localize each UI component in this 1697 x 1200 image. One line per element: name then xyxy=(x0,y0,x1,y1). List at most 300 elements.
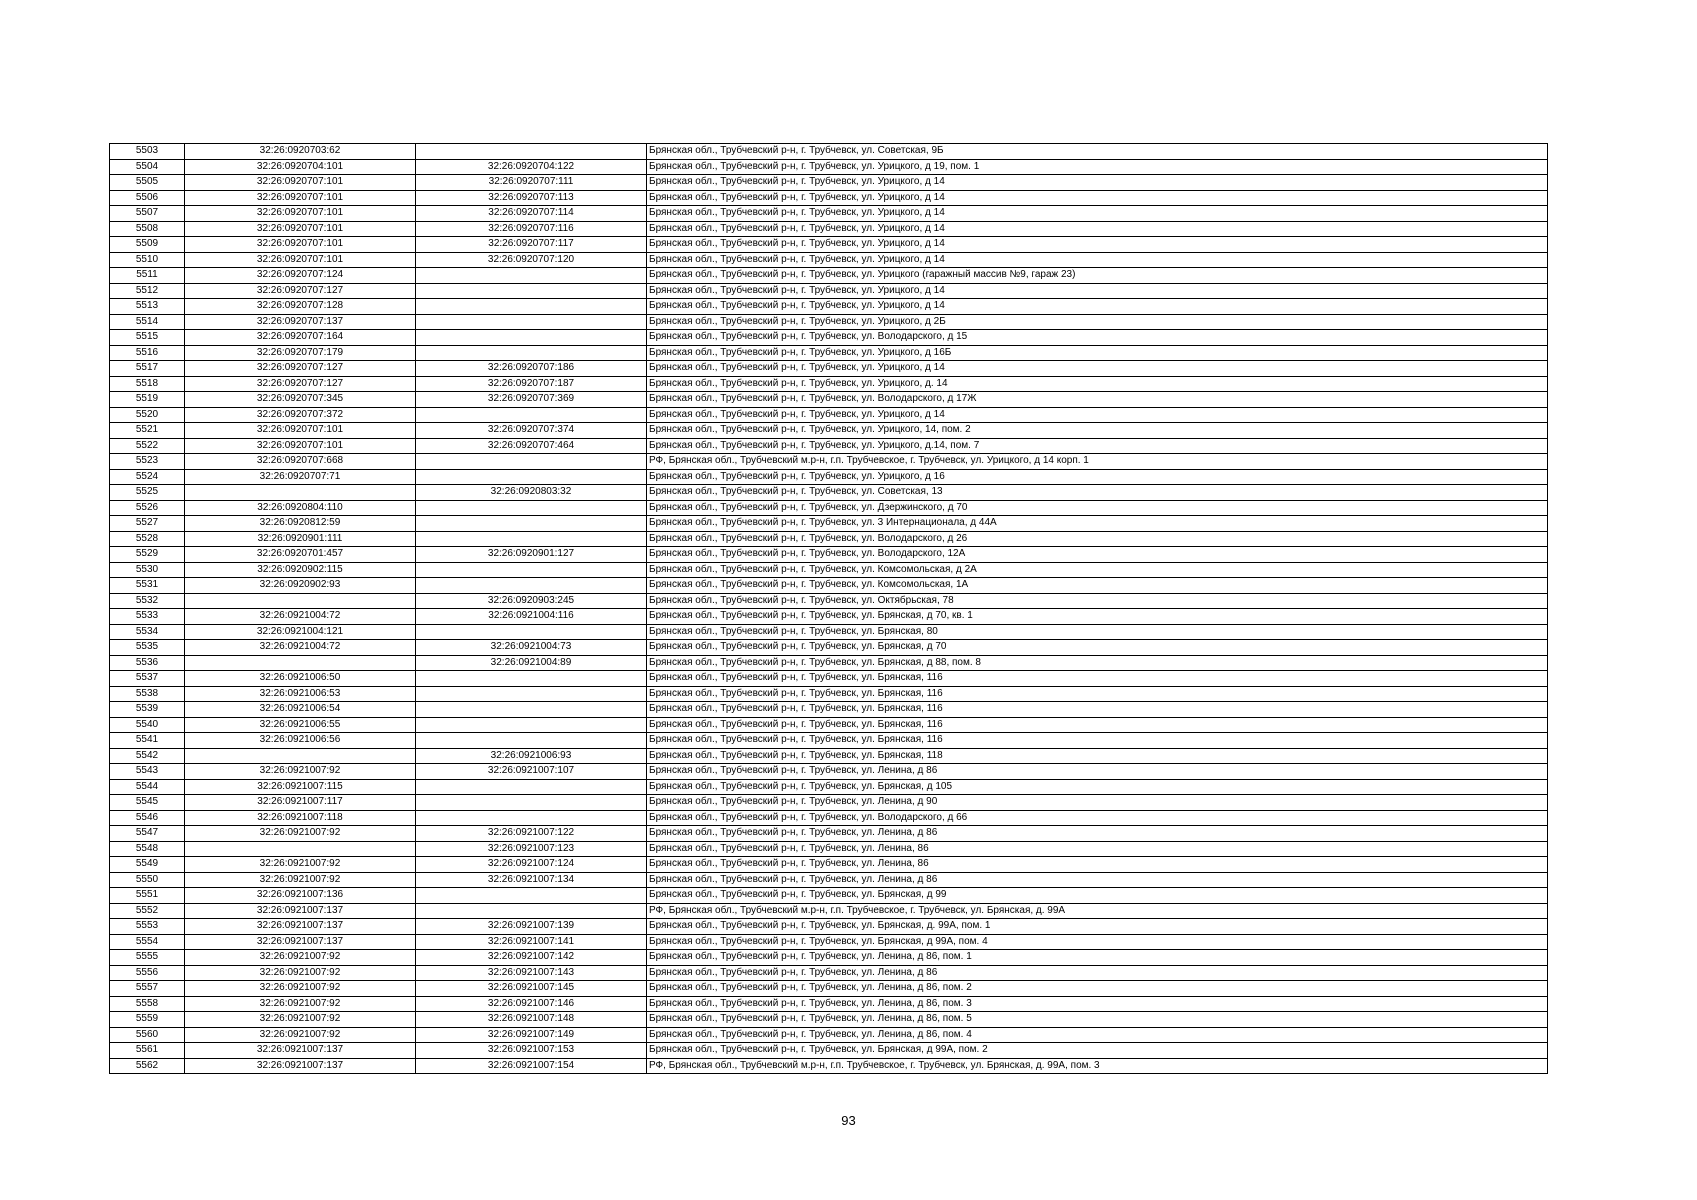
row-number-cell: 5511 xyxy=(110,268,185,284)
table-row xyxy=(110,903,1548,919)
address-cell: Брянская обл., Трубчевский р-н, г. Трубчевск, ул. Брянская, д 105 xyxy=(647,779,1548,795)
row-number-cell: 5540 xyxy=(110,717,185,733)
table-row xyxy=(110,593,1548,609)
address-cell: Брянская обл., Трубчевский р-н, г. Трубчевск, ул. Урицкого, д 14 xyxy=(647,237,1548,253)
row-number-cell: 5503 xyxy=(110,144,185,160)
row-number-cell: 5508 xyxy=(110,221,185,237)
related-cadastral-number-cell xyxy=(416,702,647,718)
cadastral-number-cell: 32:26:0921007:136 xyxy=(185,888,416,904)
related-cadastral-number-cell xyxy=(416,888,647,904)
row-number-cell: 5523 xyxy=(110,454,185,470)
table-row xyxy=(110,857,1548,873)
table-row xyxy=(110,578,1548,594)
address-cell: Брянская обл., Трубчевский р-н, г. Трубчевск, ул. Ленина, 86 xyxy=(647,857,1548,873)
row-number-cell: 5544 xyxy=(110,779,185,795)
address-cell: Брянская обл., Трубчевский р-н, г. Трубчевск, ул. Советская, 13 xyxy=(647,485,1548,501)
related-cadastral-number-cell: 32:26:0921007:123 xyxy=(416,841,647,857)
table-row xyxy=(110,376,1548,392)
table-row xyxy=(110,733,1548,749)
page-number: 93 xyxy=(841,1113,856,1128)
cadastral-number-cell: 32:26:0920704:101 xyxy=(185,159,416,175)
related-cadastral-number-cell xyxy=(416,330,647,346)
cadastral-number-cell: 32:26:0920707:127 xyxy=(185,283,416,299)
table-row xyxy=(110,423,1548,439)
cadastral-number-cell xyxy=(185,748,416,764)
cadastral-number-cell xyxy=(185,841,416,857)
address-cell: Брянская обл., Трубчевский р-н, г. Трубчевск, ул. Урицкого, д 19, пом. 1 xyxy=(647,159,1548,175)
table-row xyxy=(110,872,1548,888)
address-cell: Брянская обл., Трубчевский р-н, г. Трубчевск, ул. Ленина, д 86 xyxy=(647,965,1548,981)
related-cadastral-number-cell xyxy=(416,469,647,485)
table-row xyxy=(110,221,1548,237)
row-number-cell: 5527 xyxy=(110,516,185,532)
cadastral-number-cell: 32:26:0920707:127 xyxy=(185,376,416,392)
row-number-cell: 5550 xyxy=(110,872,185,888)
related-cadastral-number-cell: 32:26:0920707:464 xyxy=(416,438,647,454)
cadastral-number-cell: 32:26:0921007:92 xyxy=(185,996,416,1012)
table-row xyxy=(110,640,1548,656)
related-cadastral-number-cell xyxy=(416,268,647,284)
table-row xyxy=(110,1027,1548,1043)
related-cadastral-number-cell: 32:26:0921007:154 xyxy=(416,1058,647,1074)
related-cadastral-number-cell: 32:26:0920707:374 xyxy=(416,423,647,439)
row-number-cell: 5514 xyxy=(110,314,185,330)
cadastral-number-cell: 32:26:0921006:56 xyxy=(185,733,416,749)
cadastral-number-cell: 32:26:0921007:137 xyxy=(185,919,416,935)
address-cell: Брянская обл., Трубчевский р-н, г. Трубчевск, ул. Ленина, д 86, пом. 4 xyxy=(647,1027,1548,1043)
table-row xyxy=(110,392,1548,408)
related-cadastral-number-cell xyxy=(416,516,647,532)
row-number-cell: 5553 xyxy=(110,919,185,935)
row-number-cell: 5538 xyxy=(110,686,185,702)
row-number-cell: 5526 xyxy=(110,500,185,516)
cadastral-number-cell: 32:26:0920902:93 xyxy=(185,578,416,594)
related-cadastral-number-cell: 32:26:0920707:186 xyxy=(416,361,647,377)
related-cadastral-number-cell: 32:26:0921006:93 xyxy=(416,748,647,764)
table-row xyxy=(110,252,1548,268)
related-cadastral-number-cell: 32:26:0921007:153 xyxy=(416,1043,647,1059)
cadastral-number-cell: 32:26:0920703:62 xyxy=(185,144,416,160)
cadastral-number-cell: 32:26:0921007:92 xyxy=(185,857,416,873)
address-cell: Брянская обл., Трубчевский р-н, г. Трубчевск, ул. Урицкого, д 14 xyxy=(647,175,1548,191)
table-row xyxy=(110,950,1548,966)
address-cell: Брянская обл., Трубчевский р-н, г. Трубчевск, ул. Урицкого, д 14 xyxy=(647,252,1548,268)
related-cadastral-number-cell: 32:26:0920707:117 xyxy=(416,237,647,253)
row-number-cell: 5520 xyxy=(110,407,185,423)
cadastral-number-cell: 32:26:0921007:137 xyxy=(185,903,416,919)
address-cell: Брянская обл., Трубчевский р-н, г. Трубчевск, ул. Ленина, д 86, пом. 2 xyxy=(647,981,1548,997)
related-cadastral-number-cell xyxy=(416,144,647,160)
related-cadastral-number-cell xyxy=(416,686,647,702)
row-number-cell: 5507 xyxy=(110,206,185,222)
table-row xyxy=(110,268,1548,284)
row-number-cell: 5529 xyxy=(110,547,185,563)
related-cadastral-number-cell xyxy=(416,795,647,811)
related-cadastral-number-cell: 32:26:0920707:187 xyxy=(416,376,647,392)
cadastral-number-cell: 32:26:0921007:92 xyxy=(185,965,416,981)
cadastral-number-cell: 32:26:0921004:72 xyxy=(185,640,416,656)
related-cadastral-number-cell xyxy=(416,283,647,299)
table-row xyxy=(110,919,1548,935)
related-cadastral-number-cell xyxy=(416,624,647,640)
row-number-cell: 5558 xyxy=(110,996,185,1012)
address-cell: Брянская обл., Трубчевский р-н, г. Трубчевск, ул. Урицкого, д 14 xyxy=(647,299,1548,315)
address-cell: Брянская обл., Трубчевский р-н, г. Трубчевск, ул. Дзержинского, д 70 xyxy=(647,500,1548,516)
table-row xyxy=(110,702,1548,718)
row-number-cell: 5532 xyxy=(110,593,185,609)
cadastral-number-cell: 32:26:0920812:59 xyxy=(185,516,416,532)
cadastral-number-cell: 32:26:0921006:50 xyxy=(185,671,416,687)
cadastral-number-cell: 32:26:0920707:164 xyxy=(185,330,416,346)
row-number-cell: 5519 xyxy=(110,392,185,408)
related-cadastral-number-cell xyxy=(416,345,647,361)
table-row xyxy=(110,330,1548,346)
row-number-cell: 5542 xyxy=(110,748,185,764)
registry-table xyxy=(109,143,1548,1074)
address-cell: РФ, Брянская обл., Трубчевский м.р-н, г.п. Трубчевское, г. Трубчевск, ул. Брянская, д. 99А, пом. 3 xyxy=(647,1058,1548,1074)
cadastral-number-cell: 32:26:0921007:92 xyxy=(185,1012,416,1028)
table-row xyxy=(110,159,1548,175)
row-number-cell: 5515 xyxy=(110,330,185,346)
cadastral-number-cell: 32:26:0920707:101 xyxy=(185,438,416,454)
cadastral-number-cell: 32:26:0920707:101 xyxy=(185,175,416,191)
cadastral-number-cell: 32:26:0920701:457 xyxy=(185,547,416,563)
cadastral-number-cell: 32:26:0921007:92 xyxy=(185,872,416,888)
address-cell: Брянская обл., Трубчевский р-н, г. Трубчевск, ул. Советская, 9Б xyxy=(647,144,1548,160)
address-cell: Брянская обл., Трубчевский р-н, г. Трубчевск, ул. Урицкого, д 14 xyxy=(647,407,1548,423)
table-row xyxy=(110,562,1548,578)
table-row xyxy=(110,1043,1548,1059)
row-number-cell: 5554 xyxy=(110,934,185,950)
table-row xyxy=(110,841,1548,857)
row-number-cell: 5534 xyxy=(110,624,185,640)
related-cadastral-number-cell: 32:26:0921007:124 xyxy=(416,857,647,873)
related-cadastral-number-cell: 32:26:0920707:116 xyxy=(416,221,647,237)
address-cell: Брянская обл., Трубчевский р-н, г. Трубчевск, ул. Урицкого, д 16Б xyxy=(647,345,1548,361)
cadastral-number-cell: 32:26:0920707:179 xyxy=(185,345,416,361)
cadastral-number-cell: 32:26:0921004:121 xyxy=(185,624,416,640)
row-number-cell: 5545 xyxy=(110,795,185,811)
related-cadastral-number-cell xyxy=(416,671,647,687)
table-row xyxy=(110,764,1548,780)
registry-table-body xyxy=(110,144,1548,1074)
table-row xyxy=(110,779,1548,795)
cadastral-number-cell: 32:26:0921007:92 xyxy=(185,950,416,966)
cadastral-number-cell: 32:26:0920707:101 xyxy=(185,190,416,206)
address-cell: Брянская обл., Трубчевский р-н, г. Трубчевск, ул. Урицкого, д 14 xyxy=(647,283,1548,299)
related-cadastral-number-cell: 32:26:0921007:141 xyxy=(416,934,647,950)
address-cell: Брянская обл., Трубчевский р-н, г. Трубчевск, ул. Брянская, 116 xyxy=(647,702,1548,718)
address-cell: Брянская обл., Трубчевский р-н, г. Трубчевск, ул. Володарского, д 17Ж xyxy=(647,392,1548,408)
address-cell: Брянская обл., Трубчевский р-н, г. Трубчевск, ул. Володарского, д 66 xyxy=(647,810,1548,826)
address-cell: Брянская обл., Трубчевский р-н, г. Трубчевск, ул. Урицкого, д 14 xyxy=(647,190,1548,206)
address-cell: Брянская обл., Трубчевский р-н, г. Трубчевск, ул. Володарского, 12А xyxy=(647,547,1548,563)
row-number-cell: 5559 xyxy=(110,1012,185,1028)
table-row xyxy=(110,996,1548,1012)
address-cell: Брянская обл., Трубчевский р-н, г. Трубчевск, ул. Урицкого, д.14, пом. 7 xyxy=(647,438,1548,454)
address-cell: Брянская обл., Трубчевский р-н, г. Трубчевск, ул. 3 Интернационала, д 44А xyxy=(647,516,1548,532)
cadastral-number-cell: 32:26:0920707:71 xyxy=(185,469,416,485)
table-row xyxy=(110,671,1548,687)
address-cell: Брянская обл., Трубчевский р-н, г. Трубчевск, ул. Брянская, д 99А, пом. 4 xyxy=(647,934,1548,950)
cadastral-number-cell: 32:26:0920707:372 xyxy=(185,407,416,423)
cadastral-number-cell: 32:26:0920707:101 xyxy=(185,206,416,222)
address-cell: Брянская обл., Трубчевский р-н, г. Трубчевск, ул. Урицкого, д 14 xyxy=(647,221,1548,237)
related-cadastral-number-cell xyxy=(416,500,647,516)
related-cadastral-number-cell xyxy=(416,717,647,733)
table-row xyxy=(110,438,1548,454)
related-cadastral-number-cell: 32:26:0920707:114 xyxy=(416,206,647,222)
cadastral-number-cell: 32:26:0920707:101 xyxy=(185,237,416,253)
related-cadastral-number-cell xyxy=(416,407,647,423)
table-row xyxy=(110,810,1548,826)
cadastral-number-cell: 32:26:0920901:111 xyxy=(185,531,416,547)
table-row xyxy=(110,1058,1548,1074)
related-cadastral-number-cell: 32:26:0921007:122 xyxy=(416,826,647,842)
related-cadastral-number-cell: 32:26:0921007:143 xyxy=(416,965,647,981)
related-cadastral-number-cell: 32:26:0920707:111 xyxy=(416,175,647,191)
row-number-cell: 5530 xyxy=(110,562,185,578)
row-number-cell: 5539 xyxy=(110,702,185,718)
cadastral-number-cell: 32:26:0920707:101 xyxy=(185,423,416,439)
cadastral-number-cell: 32:26:0921007:137 xyxy=(185,934,416,950)
table-row xyxy=(110,175,1548,191)
table-row xyxy=(110,826,1548,842)
address-cell: Брянская обл., Трубчевский р-н, г. Трубчевск, ул. Брянская, 118 xyxy=(647,748,1548,764)
address-cell: Брянская обл., Трубчевский р-н, г. Трубчевск, ул. Ленина, д 90 xyxy=(647,795,1548,811)
row-number-cell: 5524 xyxy=(110,469,185,485)
cadastral-number-cell: 32:26:0921007:92 xyxy=(185,826,416,842)
row-number-cell: 5533 xyxy=(110,609,185,625)
table-row xyxy=(110,981,1548,997)
row-number-cell: 5560 xyxy=(110,1027,185,1043)
cadastral-number-cell: 32:26:0921007:92 xyxy=(185,981,416,997)
table-row xyxy=(110,454,1548,470)
row-number-cell: 5557 xyxy=(110,981,185,997)
cadastral-number-cell: 32:26:0920707:345 xyxy=(185,392,416,408)
address-cell: Брянская обл., Трубчевский р-н, г. Трубчевск, ул. Брянская, д 88, пом. 8 xyxy=(647,655,1548,671)
related-cadastral-number-cell: 32:26:0921004:116 xyxy=(416,609,647,625)
table-row xyxy=(110,485,1548,501)
cadastral-number-cell: 32:26:0920707:127 xyxy=(185,361,416,377)
cadastral-number-cell: 32:26:0920707:124 xyxy=(185,268,416,284)
table-row xyxy=(110,407,1548,423)
related-cadastral-number-cell xyxy=(416,810,647,826)
address-cell: Брянская обл., Трубчевский р-н, г. Трубчевск, ул. Брянская, 116 xyxy=(647,733,1548,749)
related-cadastral-number-cell xyxy=(416,903,647,919)
row-number-cell: 5551 xyxy=(110,888,185,904)
table-row xyxy=(110,624,1548,640)
address-cell: Брянская обл., Трубчевский р-н, г. Трубчевск, ул. Володарского, д 26 xyxy=(647,531,1548,547)
address-cell: Брянская обл., Трубчевский р-н, г. Трубчевск, ул. Комсомольская, 1А xyxy=(647,578,1548,594)
address-cell: Брянская обл., Трубчевский р-н, г. Трубчевск, ул. Ленина, д 86 xyxy=(647,764,1548,780)
row-number-cell: 5522 xyxy=(110,438,185,454)
cadastral-number-cell: 32:26:0921007:117 xyxy=(185,795,416,811)
row-number-cell: 5506 xyxy=(110,190,185,206)
related-cadastral-number-cell: 32:26:0921004:89 xyxy=(416,655,647,671)
cadastral-number-cell: 32:26:0920707:128 xyxy=(185,299,416,315)
address-cell: Брянская обл., Трубчевский р-н, г. Трубчевск, ул. Урицкого, д 14 xyxy=(647,206,1548,222)
related-cadastral-number-cell: 32:26:0921004:73 xyxy=(416,640,647,656)
cadastral-number-cell: 32:26:0921006:54 xyxy=(185,702,416,718)
cadastral-number-cell: 32:26:0921007:92 xyxy=(185,764,416,780)
table-row xyxy=(110,283,1548,299)
related-cadastral-number-cell: 32:26:0920707:120 xyxy=(416,252,647,268)
cadastral-number-cell: 32:26:0920707:668 xyxy=(185,454,416,470)
table-row xyxy=(110,299,1548,315)
row-number-cell: 5537 xyxy=(110,671,185,687)
address-cell: Брянская обл., Трубчевский р-н, г. Трубчевск, ул. Комсомольская, д 2А xyxy=(647,562,1548,578)
cadastral-number-cell: 32:26:0920707:101 xyxy=(185,252,416,268)
row-number-cell: 5555 xyxy=(110,950,185,966)
related-cadastral-number-cell xyxy=(416,314,647,330)
related-cadastral-number-cell: 32:26:0921007:142 xyxy=(416,950,647,966)
address-cell: Брянская обл., Трубчевский р-н, г. Трубчевск, ул. Октябрьская, 78 xyxy=(647,593,1548,609)
address-cell: РФ, Брянская обл., Трубчевский м.р-н, г.п. Трубчевское, г. Трубчевск, ул. Урицкого, д 14 корп. 1 xyxy=(647,454,1548,470)
row-number-cell: 5512 xyxy=(110,283,185,299)
table-row xyxy=(110,748,1548,764)
row-number-cell: 5513 xyxy=(110,299,185,315)
related-cadastral-number-cell: 32:26:0920803:32 xyxy=(416,485,647,501)
address-cell: Брянская обл., Трубчевский р-н, г. Трубчевск, ул. Ленина, д 86, пом. 1 xyxy=(647,950,1548,966)
related-cadastral-number-cell: 32:26:0921007:146 xyxy=(416,996,647,1012)
cadastral-number-cell: 32:26:0921007:92 xyxy=(185,1027,416,1043)
table-row xyxy=(110,345,1548,361)
row-number-cell: 5525 xyxy=(110,485,185,501)
address-cell: Брянская обл., Трубчевский р-н, г. Трубчевск, ул. Брянская, д 70 xyxy=(647,640,1548,656)
cadastral-number-cell: 32:26:0921007:118 xyxy=(185,810,416,826)
address-cell: Брянская обл., Трубчевский р-н, г. Трубчевск, ул. Ленина, д 86 xyxy=(647,826,1548,842)
table-row xyxy=(110,206,1548,222)
address-cell: Брянская обл., Трубчевский р-н, г. Трубчевск, ул. Володарского, д 15 xyxy=(647,330,1548,346)
cadastral-number-cell: 32:26:0921004:72 xyxy=(185,609,416,625)
related-cadastral-number-cell: 32:26:0920901:127 xyxy=(416,547,647,563)
related-cadastral-number-cell: 32:26:0920903:245 xyxy=(416,593,647,609)
address-cell: Брянская обл., Трубчевский р-н, г. Трубчевск, ул. Брянская, д 99 xyxy=(647,888,1548,904)
table-row xyxy=(110,314,1548,330)
row-number-cell: 5562 xyxy=(110,1058,185,1074)
table-row xyxy=(110,965,1548,981)
related-cadastral-number-cell xyxy=(416,562,647,578)
table-row xyxy=(110,609,1548,625)
row-number-cell: 5541 xyxy=(110,733,185,749)
related-cadastral-number-cell: 32:26:0921007:134 xyxy=(416,872,647,888)
address-cell: Брянская обл., Трубчевский р-н, г. Трубчевск, ул. Урицкого, д 14 xyxy=(647,361,1548,377)
related-cadastral-number-cell xyxy=(416,299,647,315)
table-row xyxy=(110,655,1548,671)
row-number-cell: 5517 xyxy=(110,361,185,377)
address-cell: Брянская обл., Трубчевский р-н, г. Трубчевск, ул. Урицкого, д 16 xyxy=(647,469,1548,485)
address-cell: Брянская обл., Трубчевский р-н, г. Трубчевск, ул. Урицкого, д. 14 xyxy=(647,376,1548,392)
row-number-cell: 5518 xyxy=(110,376,185,392)
table-row xyxy=(110,888,1548,904)
table-row xyxy=(110,547,1548,563)
address-cell: Брянская обл., Трубчевский р-н, г. Трубчевск, ул. Урицкого (гаражный массив №9, гараж 23) xyxy=(647,268,1548,284)
address-cell: Брянская обл., Трубчевский р-н, г. Трубчевск, ул. Брянская, д 99А, пом. 2 xyxy=(647,1043,1548,1059)
address-cell: Брянская обл., Трубчевский р-н, г. Трубчевск, ул. Ленина, д 86, пом. 5 xyxy=(647,1012,1548,1028)
cadastral-number-cell xyxy=(185,593,416,609)
row-number-cell: 5556 xyxy=(110,965,185,981)
table-row xyxy=(110,237,1548,253)
cadastral-number-cell: 32:26:0921006:53 xyxy=(185,686,416,702)
cadastral-number-cell: 32:26:0920804:110 xyxy=(185,500,416,516)
address-cell: Брянская обл., Трубчевский р-н, г. Трубчевск, ул. Брянская, 116 xyxy=(647,671,1548,687)
related-cadastral-number-cell xyxy=(416,531,647,547)
related-cadastral-number-cell xyxy=(416,779,647,795)
row-number-cell: 5546 xyxy=(110,810,185,826)
cadastral-number-cell xyxy=(185,655,416,671)
address-cell: РФ, Брянская обл., Трубчевский м.р-н, г.п. Трубчевское, г. Трубчевск, ул. Брянская, д. 99А xyxy=(647,903,1548,919)
address-cell: Брянская обл., Трубчевский р-н, г. Трубчевск, ул. Брянская, 116 xyxy=(647,717,1548,733)
address-cell: Брянская обл., Трубчевский р-н, г. Трубчевск, ул. Ленина, д 86 xyxy=(647,872,1548,888)
address-cell: Брянская обл., Трубчевский р-н, г. Трубчевск, ул. Брянская, 116 xyxy=(647,686,1548,702)
row-number-cell: 5548 xyxy=(110,841,185,857)
related-cadastral-number-cell xyxy=(416,733,647,749)
cadastral-number-cell: 32:26:0921006:55 xyxy=(185,717,416,733)
related-cadastral-number-cell: 32:26:0921007:148 xyxy=(416,1012,647,1028)
row-number-cell: 5505 xyxy=(110,175,185,191)
row-number-cell: 5547 xyxy=(110,826,185,842)
cadastral-number-cell xyxy=(185,485,416,501)
row-number-cell: 5521 xyxy=(110,423,185,439)
cadastral-number-cell: 32:26:0920902:115 xyxy=(185,562,416,578)
row-number-cell: 5531 xyxy=(110,578,185,594)
table-row xyxy=(110,795,1548,811)
row-number-cell: 5543 xyxy=(110,764,185,780)
row-number-cell: 5516 xyxy=(110,345,185,361)
related-cadastral-number-cell: 32:26:0921007:139 xyxy=(416,919,647,935)
table-row xyxy=(110,469,1548,485)
cadastral-number-cell: 32:26:0921007:137 xyxy=(185,1043,416,1059)
related-cadastral-number-cell: 32:26:0920704:122 xyxy=(416,159,647,175)
related-cadastral-number-cell: 32:26:0920707:369 xyxy=(416,392,647,408)
address-cell: Брянская обл., Трубчевский р-н, г. Трубчевск, ул. Ленина, д 86, пом. 3 xyxy=(647,996,1548,1012)
table-row xyxy=(110,531,1548,547)
row-number-cell: 5549 xyxy=(110,857,185,873)
cadastral-number-cell: 32:26:0921007:137 xyxy=(185,1058,416,1074)
table-row xyxy=(110,500,1548,516)
cadastral-number-cell: 32:26:0920707:137 xyxy=(185,314,416,330)
table-row xyxy=(110,361,1548,377)
table-row xyxy=(110,144,1548,160)
address-cell: Брянская обл., Трубчевский р-н, г. Трубчевск, ул. Урицкого, 14, пом. 2 xyxy=(647,423,1548,439)
row-number-cell: 5535 xyxy=(110,640,185,656)
row-number-cell: 5561 xyxy=(110,1043,185,1059)
row-number-cell: 5528 xyxy=(110,531,185,547)
address-cell: Брянская обл., Трубчевский р-н, г. Трубчевск, ул. Ленина, 86 xyxy=(647,841,1548,857)
related-cadastral-number-cell: 32:26:0921007:145 xyxy=(416,981,647,997)
row-number-cell: 5510 xyxy=(110,252,185,268)
address-cell: Брянская обл., Трубчевский р-н, г. Трубчевск, ул. Брянская, д. 99А, пом. 1 xyxy=(647,919,1548,935)
related-cadastral-number-cell: 32:26:0921007:149 xyxy=(416,1027,647,1043)
table-row xyxy=(110,1012,1548,1028)
address-cell: Брянская обл., Трубчевский р-н, г. Трубчевск, ул. Брянская, 80 xyxy=(647,624,1548,640)
row-number-cell: 5552 xyxy=(110,903,185,919)
cadastral-number-cell: 32:26:0921007:115 xyxy=(185,779,416,795)
row-number-cell: 5536 xyxy=(110,655,185,671)
related-cadastral-number-cell xyxy=(416,454,647,470)
table-row xyxy=(110,516,1548,532)
related-cadastral-number-cell: 32:26:0921007:107 xyxy=(416,764,647,780)
address-cell: Брянская обл., Трубчевский р-н, г. Трубчевск, ул. Урицкого, д 2Б xyxy=(647,314,1548,330)
row-number-cell: 5504 xyxy=(110,159,185,175)
table-row xyxy=(110,934,1548,950)
related-cadastral-number-cell: 32:26:0920707:113 xyxy=(416,190,647,206)
row-number-cell: 5509 xyxy=(110,237,185,253)
table-row xyxy=(110,190,1548,206)
related-cadastral-number-cell xyxy=(416,578,647,594)
cadastral-number-cell: 32:26:0920707:101 xyxy=(185,221,416,237)
